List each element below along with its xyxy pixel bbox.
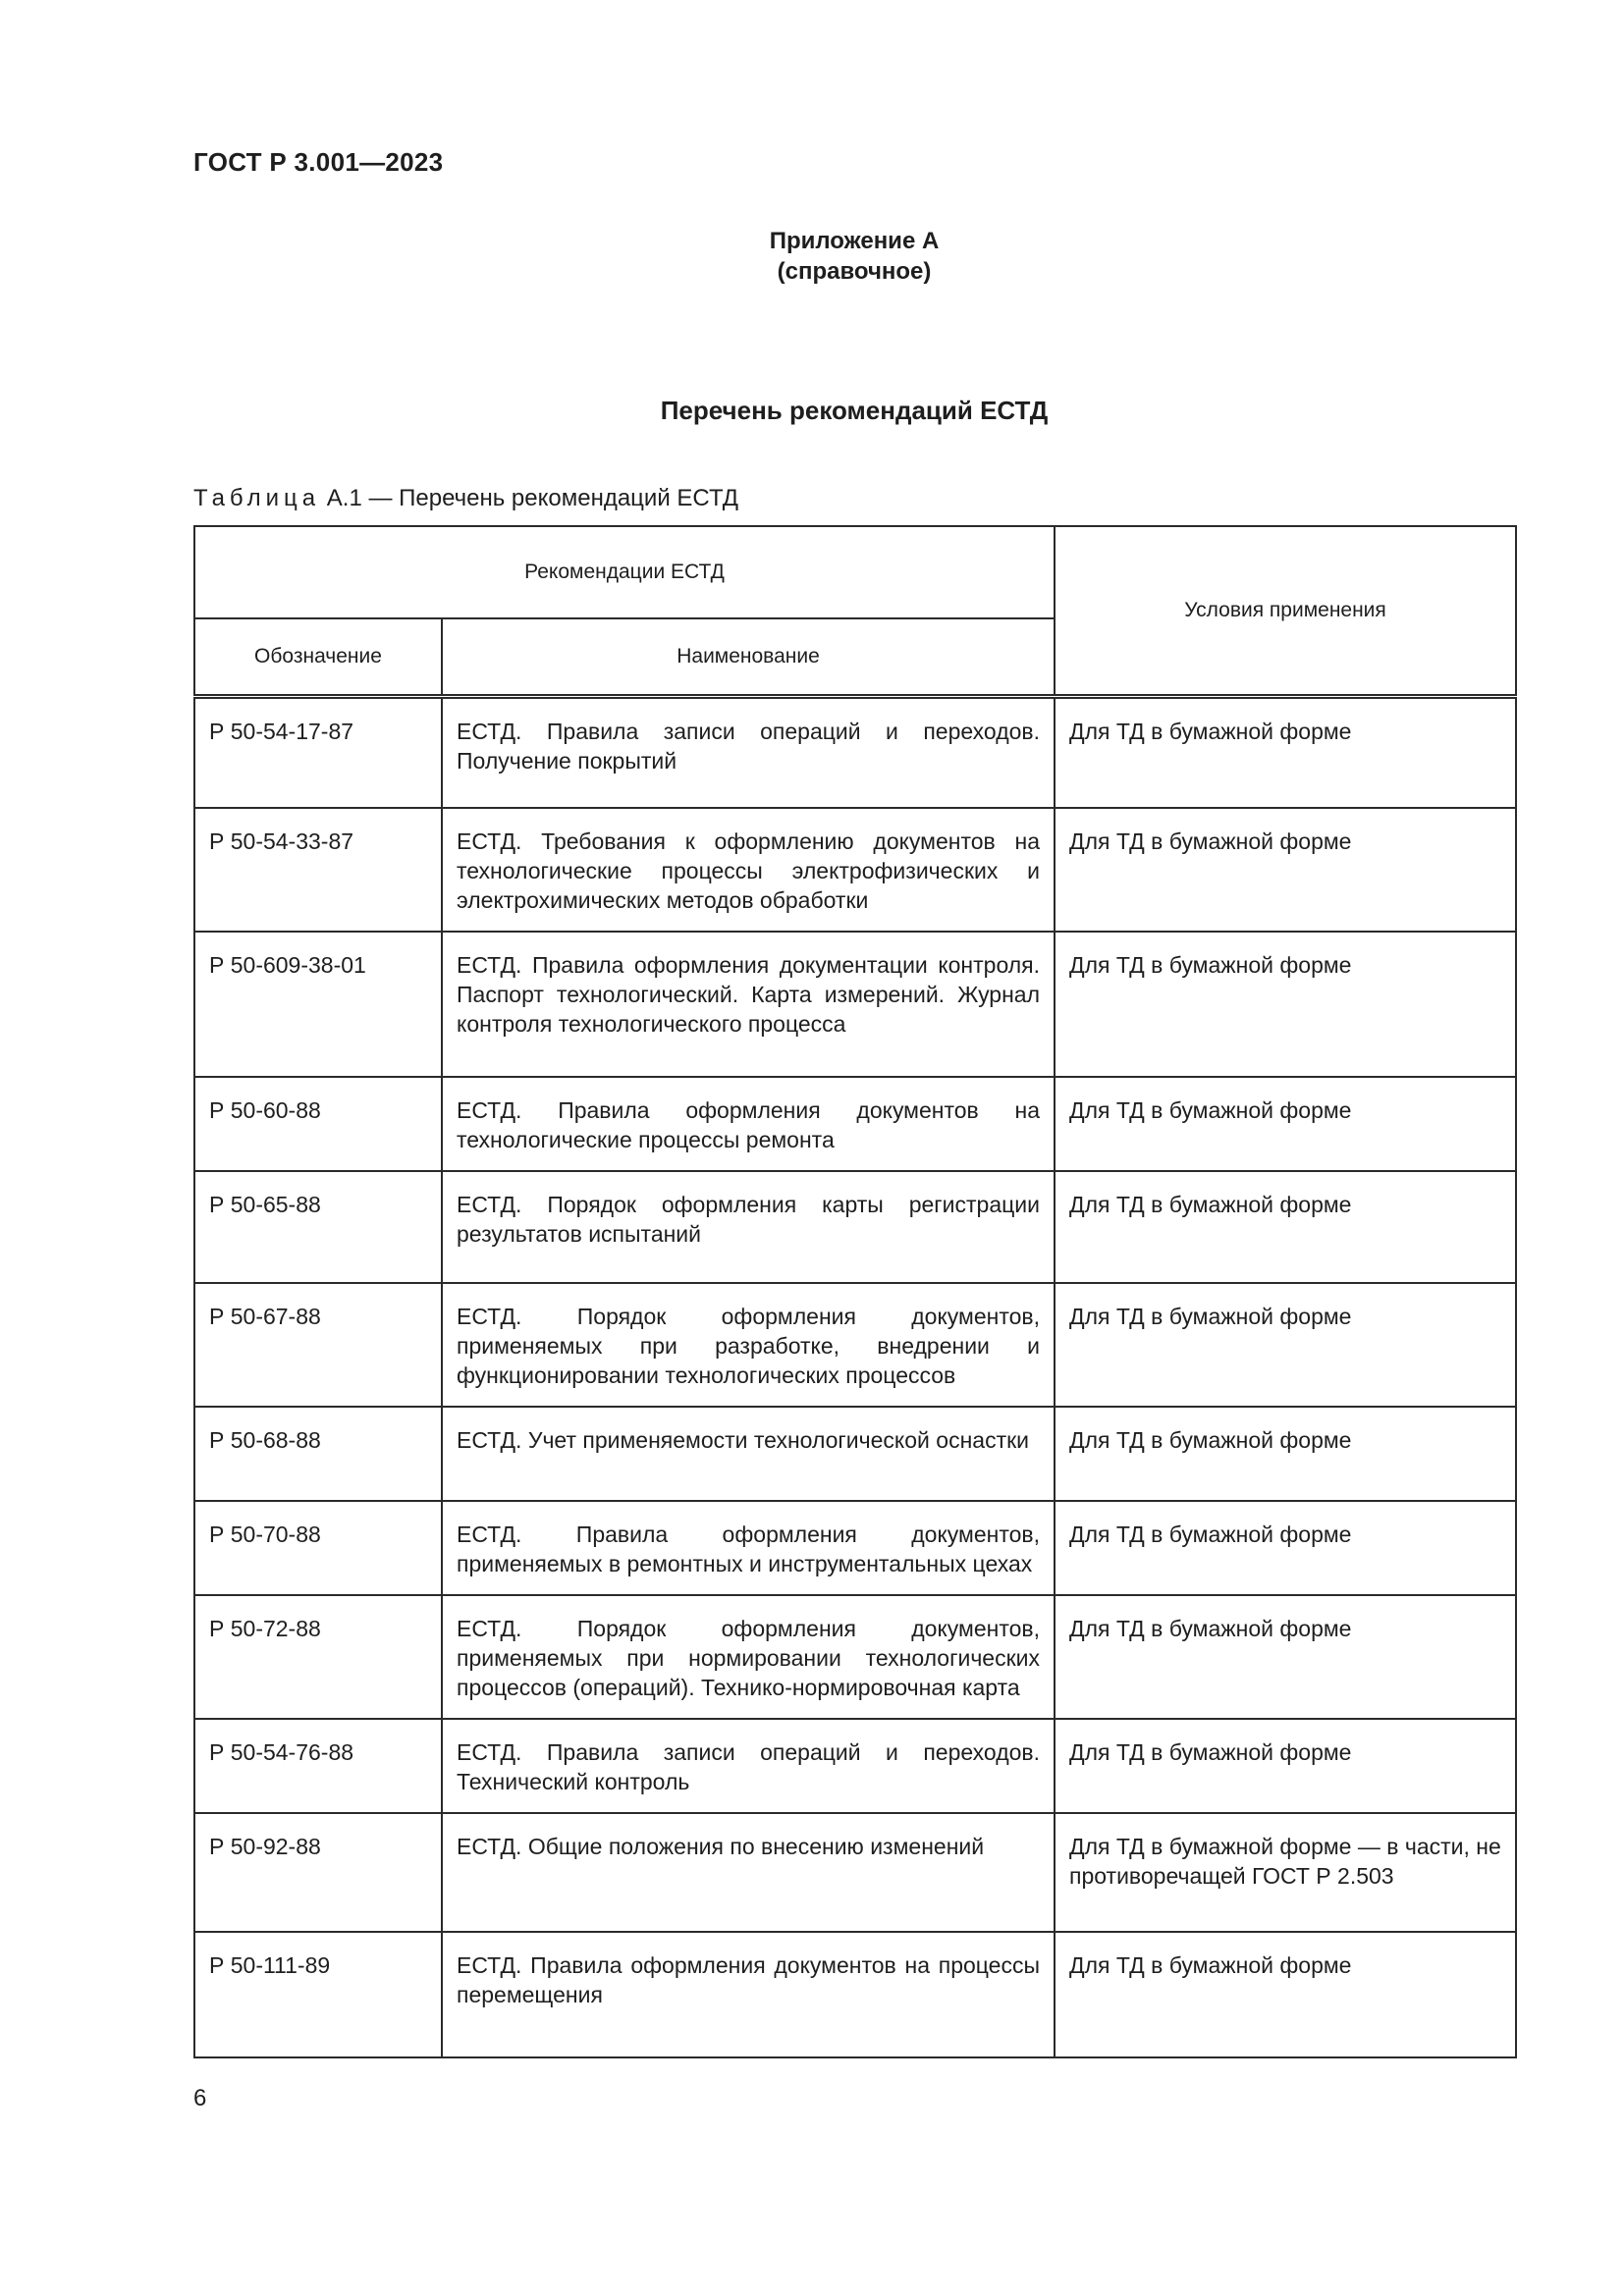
cell-designation: Р 50-72-88 bbox=[194, 1595, 442, 1719]
table-row bbox=[194, 1813, 1516, 1932]
table-row bbox=[194, 1171, 1516, 1283]
table-body bbox=[194, 696, 1516, 2057]
table-row bbox=[194, 1932, 1516, 2057]
cell-conditions: Для ТД в бумажной форме bbox=[1055, 1719, 1516, 1813]
cell-conditions: Для ТД в бумажной форме bbox=[1055, 1501, 1516, 1595]
cell-designation: Р 50-65-88 bbox=[194, 1171, 442, 1283]
cell-designation: Р 50-68-88 bbox=[194, 1407, 442, 1501]
cell-name: ЕСТД. Порядок оформления документов, применяемых при разработке, внедрении и функционировании технологических процессов bbox=[442, 1283, 1055, 1407]
cell-name: ЕСТД. Порядок оформления документов, применяемых при нормировании технологических процессов (операций). Технико-нормировочная карта bbox=[442, 1595, 1055, 1719]
cell-designation: Р 50-609-38-01 bbox=[194, 932, 442, 1077]
cell-name: ЕСТД. Порядок оформления карты регистрации результатов испытаний bbox=[442, 1171, 1055, 1283]
cell-name: ЕСТД. Общие положения по внесению изменений bbox=[442, 1813, 1055, 1932]
table-row bbox=[194, 1407, 1516, 1501]
cell-conditions: Для ТД в бумажной форме bbox=[1055, 1283, 1516, 1407]
cell-designation: Р 50-60-88 bbox=[194, 1077, 442, 1171]
cell-designation: Р 50-111-89 bbox=[194, 1932, 442, 2057]
cell-designation: Р 50-54-33-87 bbox=[194, 808, 442, 932]
page-number: 6 bbox=[193, 2085, 207, 2111]
document-code: ГОСТ Р 3.001—2023 bbox=[193, 147, 444, 177]
cell-designation: Р 50-67-88 bbox=[194, 1283, 442, 1407]
cell-conditions: Для ТД в бумажной форме bbox=[1055, 1595, 1516, 1719]
cell-name: ЕСТД. Правила оформления документов, применяемых в ремонтных и инструментальных цехах bbox=[442, 1501, 1055, 1595]
page-title: Перечень рекомендаций ЕСТД bbox=[660, 396, 1049, 425]
table-row bbox=[194, 1719, 1516, 1813]
cell-name: ЕСТД. Правила записи операций и переходов. Получение покрытий bbox=[442, 696, 1055, 808]
table-caption bbox=[193, 485, 738, 512]
table-row bbox=[194, 1283, 1516, 1407]
cell-designation: Р 50-54-76-88 bbox=[194, 1719, 442, 1813]
table-row bbox=[194, 1077, 1516, 1171]
table-row bbox=[194, 932, 1516, 1077]
table-caption-word: Таблица bbox=[193, 485, 321, 511]
table-header bbox=[194, 526, 1516, 696]
cell-conditions: Для ТД в бумажной форме bbox=[1055, 808, 1516, 932]
table-row bbox=[194, 696, 1516, 808]
cell-name: ЕСТД. Учет применяемости технологической оснастки bbox=[442, 1407, 1055, 1501]
table-caption-rest: А.1 — Перечень рекомендаций ЕСТД bbox=[320, 485, 739, 511]
cell-designation: Р 50-92-88 bbox=[194, 1813, 442, 1932]
cell-name: ЕСТД. Требования к оформлению документов на технологические процессы электрофизических и электрохимических методов обработки bbox=[442, 808, 1055, 932]
cell-conditions: Для ТД в бумажной форме bbox=[1055, 932, 1516, 1077]
table-row bbox=[194, 1595, 1516, 1719]
recommendations-table-wrapper bbox=[193, 525, 1515, 2058]
cell-conditions: Для ТД в бумажной форме — в части, не противоречащей ГОСТ Р 2.503 bbox=[1055, 1813, 1516, 1932]
cell-name: ЕСТД. Правила оформления документов на процессы перемещения bbox=[442, 1932, 1055, 2057]
cell-conditions: Для ТД в бумажной форме bbox=[1055, 1171, 1516, 1283]
appendix-note: (справочное) bbox=[777, 258, 932, 285]
header-name: Наименование bbox=[442, 618, 1055, 696]
recommendations-table bbox=[193, 525, 1517, 2058]
cell-designation: Р 50-70-88 bbox=[194, 1501, 442, 1595]
table-row bbox=[194, 1501, 1516, 1595]
cell-name: ЕСТД. Правила оформления документов на технологические процессы ремонта bbox=[442, 1077, 1055, 1171]
header-designation: Обозначение bbox=[194, 618, 442, 696]
cell-conditions: Для ТД в бумажной форме bbox=[1055, 1077, 1516, 1171]
cell-conditions: Для ТД в бумажной форме bbox=[1055, 1932, 1516, 2057]
cell-name: ЕСТД. Правила оформления документации контроля. Паспорт технологический. Карта измерений. Журнал контроля технологического процесса bbox=[442, 932, 1055, 1077]
header-group-recommendations: Рекомендации ЕСТД bbox=[194, 526, 1055, 618]
header-row-1 bbox=[194, 526, 1516, 618]
appendix-title: Приложение А bbox=[769, 228, 940, 254]
cell-conditions: Для ТД в бумажной форме bbox=[1055, 1407, 1516, 1501]
table-row bbox=[194, 808, 1516, 932]
cell-name: ЕСТД. Правила записи операций и переходов. Технический контроль bbox=[442, 1719, 1055, 1813]
appendix-heading bbox=[520, 226, 1188, 287]
cell-conditions: Для ТД в бумажной форме bbox=[1055, 696, 1516, 808]
cell-designation: Р 50-54-17-87 bbox=[194, 696, 442, 808]
header-conditions: Условия применения bbox=[1055, 526, 1516, 696]
